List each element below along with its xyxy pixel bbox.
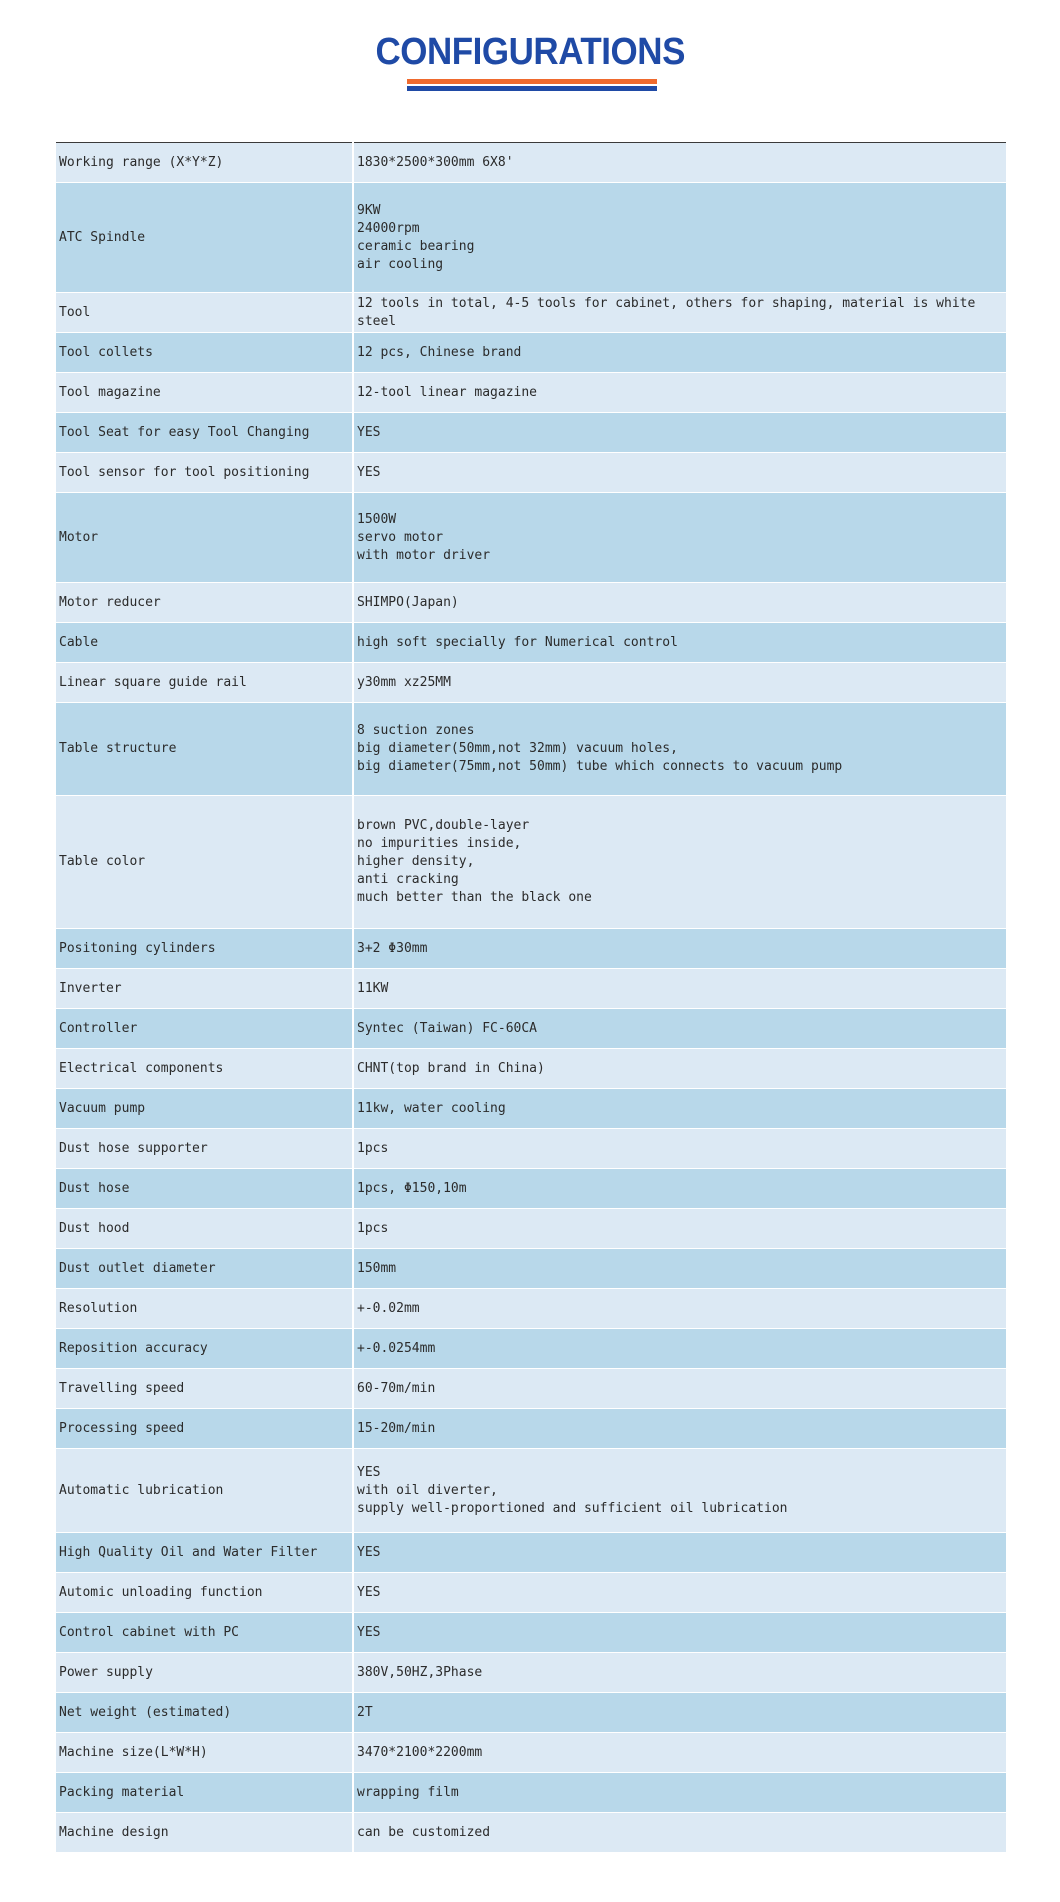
spec-value-line: 1830*2500*300mm 6X8' [357,154,514,170]
spec-label: Automatic lubrication [56,1449,353,1533]
spec-label: Controller [56,1009,353,1049]
spec-label: Automic unloading function [56,1573,353,1613]
spec-value [353,1049,1006,1089]
spec-value-line: +-0.0254mm [357,1340,436,1356]
spec-row [56,703,1006,796]
spec-row [56,969,1006,1009]
spec-label: Motor [56,493,353,583]
spec-row [56,453,1006,493]
spec-value-line: 12-tool linear magazine [357,384,538,400]
spec-value [353,1653,1006,1693]
spec-label: Control cabinet with PC [56,1613,353,1653]
spec-value-line: 1pcs [357,1220,389,1236]
spec-value [353,1089,1006,1129]
spec-value-line: anti cracking [357,872,459,887]
spec-value-line: YES [357,1584,381,1600]
spec-value [353,183,1006,293]
spec-row [56,929,1006,969]
spec-value-line: with oil diverter, [357,1482,498,1498]
spec-row [56,1733,1006,1773]
spec-row [56,1369,1006,1409]
header [0,30,1060,74]
spec-value-line: CHNT(top brand in China) [357,1060,545,1076]
spec-value [353,929,1006,969]
spec-row [56,1089,1006,1129]
spec-label: Dust hood [56,1209,353,1249]
spec-value [353,1813,1006,1853]
spec-value-line: 1pcs [357,1140,389,1156]
spec-label: Machine design [56,1813,353,1853]
spec-row [56,183,1006,293]
spec-row [56,583,1006,623]
spec-label: Dust hose supporter [56,1129,353,1169]
spec-value-line: servo motor [357,529,444,545]
spec-value-line: 150mm [357,1260,397,1276]
spec-label: Positoning cylinders [56,929,353,969]
spec-value [353,1129,1006,1169]
spec-value [353,1329,1006,1369]
spec-label: Tool [56,293,353,333]
spec-row [56,333,1006,373]
spec-row [56,1613,1006,1653]
spec-label: Tool Seat for easy Tool Changing [56,413,353,453]
spec-row [56,373,1006,413]
spec-label: Inverter [56,969,353,1009]
spec-row [56,1289,1006,1329]
spec-value [353,623,1006,663]
spec-value-line: YES [357,464,381,480]
spec-value-line: YES [357,1464,381,1480]
spec-value-line: 380V,50HZ,3Phase [357,1664,483,1680]
spec-value-line: 2T [357,1704,373,1720]
spec-label: Resolution [56,1289,353,1329]
spec-label: Machine size(L*W*H) [56,1733,353,1773]
spec-label: Linear square guide rail [56,663,353,703]
spec-row [56,1049,1006,1089]
spec-value [353,453,1006,493]
spec-label: Dust outlet diameter [56,1249,353,1289]
spec-value [353,333,1006,373]
spec-value-line: big diameter(50mm,not 32mm) vacuum holes, [357,741,678,756]
spec-value [353,1613,1006,1653]
spec-value-line: 11KW [357,980,389,996]
spec-row [56,1693,1006,1733]
spec-value-line: 60-70m/min [357,1380,436,1396]
spec-value-line: Syntec (Taiwan) FC-60CA [357,1020,538,1036]
spec-value-line: 9KW [357,202,381,218]
spec-value [353,1249,1006,1289]
spec-row [56,1773,1006,1813]
spec-value [353,413,1006,453]
spec-value [353,1693,1006,1733]
spec-value [353,373,1006,413]
spec-label: Packing material [56,1773,353,1813]
spec-label: Processing speed [56,1409,353,1449]
spec-value [353,663,1006,703]
spec-label: Cable [56,623,353,663]
spec-value-line: YES [357,424,381,440]
spec-row [56,1209,1006,1249]
spec-label: Electrical components [56,1049,353,1089]
spec-value-line: 3470*2100*2200mm [357,1744,483,1760]
configurations-table-body [56,143,1006,1853]
configurations-table [56,142,1006,1853]
spec-row [56,1449,1006,1533]
spec-row [56,1009,1006,1049]
spec-value [353,1369,1006,1409]
spec-value-line: supply well-proportioned and sufficient oil lubrication [357,1500,788,1516]
spec-value-line: no impurities inside, [357,836,522,851]
spec-value [353,1773,1006,1813]
spec-row [56,1249,1006,1289]
spec-label: Net weight (estimated) [56,1693,353,1733]
spec-value [353,1009,1006,1049]
spec-value [353,583,1006,623]
spec-value [353,1449,1006,1533]
spec-label: Travelling speed [56,1369,353,1409]
spec-value-line: high soft specially for Numerical control [357,634,678,650]
spec-value-line: YES [357,1624,381,1640]
page-title: CONFIGURATIONS [375,31,685,73]
spec-label: Tool sensor for tool positioning [56,453,353,493]
spec-label: Table color [56,796,353,929]
spec-value [353,1209,1006,1249]
spec-label: Reposition accuracy [56,1329,353,1369]
spec-label: Vacuum pump [56,1089,353,1129]
spec-row [56,663,1006,703]
spec-value-line: YES [357,1544,381,1560]
spec-value [353,1533,1006,1573]
spec-value-line: 1500W [357,511,397,527]
spec-value [353,1733,1006,1773]
spec-value-line: 11kw, water cooling [357,1100,506,1116]
spec-row [56,1813,1006,1853]
spec-value-line: 15-20m/min [357,1420,436,1436]
spec-value-line: higher density, [357,854,475,869]
spec-row [56,1573,1006,1613]
spec-label: Power supply [56,1653,353,1693]
spec-row [56,143,1006,183]
spec-value [353,293,1006,333]
title-underline-blue [407,86,657,91]
spec-value-line: 12 pcs, Chinese brand [357,344,522,360]
spec-row [56,1653,1006,1693]
spec-value [353,143,1006,183]
title-underline-orange [407,79,657,84]
spec-value-line: 8 suction zones [357,723,475,738]
spec-value [353,1573,1006,1613]
spec-label: Tool collets [56,333,353,373]
spec-value-line: 24000rpm [357,220,420,236]
spec-row [56,796,1006,929]
spec-row [56,1169,1006,1209]
spec-row [56,293,1006,333]
spec-row [56,1409,1006,1449]
spec-value-line: can be customized [357,1824,491,1840]
spec-label: Tool magazine [56,373,353,413]
spec-row [56,623,1006,663]
spec-value [353,1289,1006,1329]
spec-value-line: 3+2 Φ30mm [357,940,428,956]
spec-value-line: wrapping film [357,1784,459,1800]
spec-label: Working range (X*Y*Z) [56,143,353,183]
spec-value-line: big diameter(75mm,not 50mm) tube which connects to vacuum pump [357,759,843,774]
spec-value-line: +-0.02mm [357,1300,420,1316]
spec-row [56,493,1006,583]
spec-row [56,1533,1006,1573]
spec-value-line: much better than the black one [357,890,592,905]
spec-value-line: 1pcs, Φ150,10m [357,1180,467,1196]
spec-row [56,1129,1006,1169]
spec-value [353,1409,1006,1449]
spec-value [353,1169,1006,1209]
spec-label: ATC Spindle [56,183,353,293]
spec-value-line: SHIMPO(Japan) [357,594,459,610]
spec-row [56,413,1006,453]
spec-value [353,703,1006,796]
spec-label: Dust hose [56,1169,353,1209]
spec-value [353,796,1006,929]
spec-value [353,493,1006,583]
spec-value [353,969,1006,1009]
spec-row [56,1329,1006,1369]
spec-value-line: 12 tools in total, 4-5 tools for cabinet, others for shaping, material is white steel [357,295,976,329]
spec-label: Motor reducer [56,583,353,623]
spec-value-line: ceramic bearing [357,238,475,254]
spec-label: Table structure [56,703,353,796]
spec-value-line: y30mm xz25MM [357,674,451,690]
spec-value-line: with motor driver [357,547,491,563]
spec-label: High Quality Oil and Water Filter [56,1533,353,1573]
spec-value-line: air cooling [357,256,444,272]
spec-value-line: brown PVC,double-layer [357,818,530,833]
